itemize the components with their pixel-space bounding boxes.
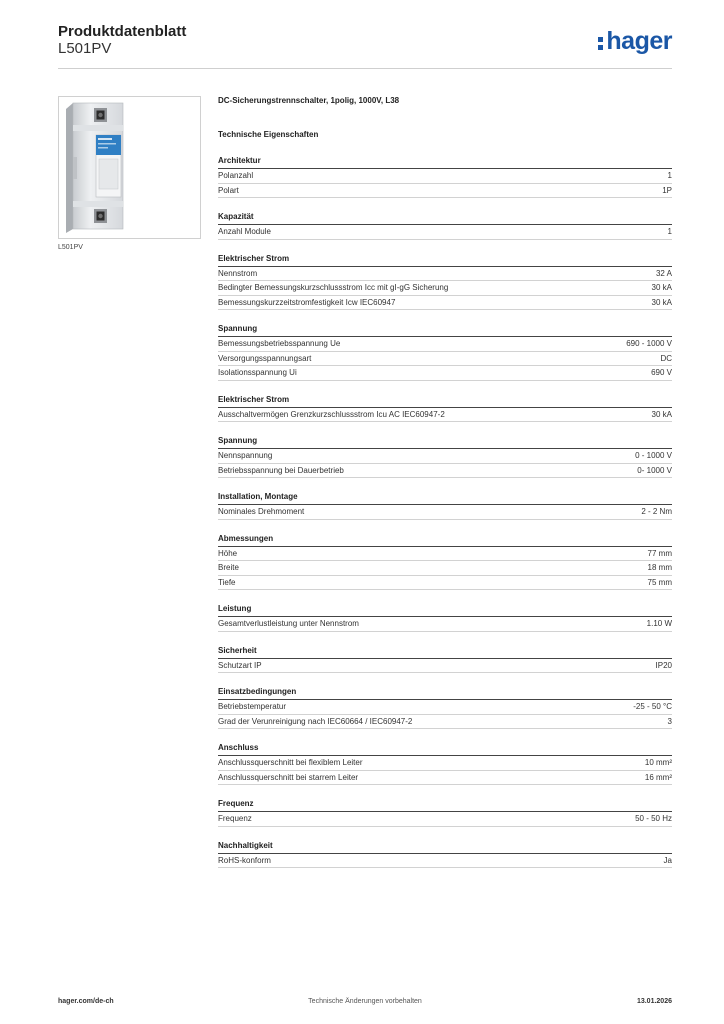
spec-group-title: Kapazität <box>218 212 672 225</box>
spec-value: 1P <box>662 185 672 195</box>
spec-value: 2 - 2 Nm <box>641 507 672 516</box>
spec-group <box>218 156 672 198</box>
spec-value: -25 - 50 °C <box>633 702 672 711</box>
spec-label: Tiefe <box>218 577 236 587</box>
spec-value: 1 <box>667 171 672 180</box>
spec-label: Nennstrom <box>218 268 258 278</box>
spec-value: 30 kA <box>651 283 672 292</box>
spec-group <box>218 395 672 423</box>
spec-value: 75 mm <box>647 577 672 587</box>
spec-row <box>218 771 672 786</box>
spec-label: Anschlussquerschnitt bei flexiblem Leiter <box>218 758 363 767</box>
spec-group-title: Elektrischer Strom <box>218 254 672 267</box>
spec-row <box>218 296 672 311</box>
spec-group <box>218 687 672 729</box>
spec-value: 30 kA <box>651 297 672 307</box>
spec-value: 1 <box>667 227 672 236</box>
spec-row <box>218 281 672 296</box>
spec-group-title: Nachhaltigkeit <box>218 841 672 854</box>
logo-text: hager <box>606 26 672 55</box>
spec-row <box>218 576 672 591</box>
spec-group <box>218 841 672 869</box>
spec-groups <box>218 156 672 868</box>
spec-value: 16 mm² <box>644 772 672 782</box>
spec-row <box>218 408 672 423</box>
spec-value: 0 - 1000 V <box>635 451 672 460</box>
spec-value: 690 - 1000 V <box>626 339 672 348</box>
spec-value: 18 mm <box>647 563 672 572</box>
fuse-disconnector-icon <box>59 97 200 238</box>
spec-value: 32 A <box>655 268 672 278</box>
spec-group <box>218 492 672 520</box>
spec-row <box>218 854 672 869</box>
spec-row <box>218 659 672 674</box>
footer-date: 13.01.2026 <box>636 998 672 1005</box>
spec-label: Versorgungsspannungsart <box>218 353 312 363</box>
spec-group <box>218 534 672 591</box>
spec-label: Nominales Drehmoment <box>218 507 305 516</box>
spec-group-title: Elektrischer Strom <box>218 395 672 408</box>
spec-value: 0- 1000 V <box>637 465 672 475</box>
spec-value: 3 <box>667 716 672 726</box>
spec-row <box>218 715 672 730</box>
spec-group-title: Installation, Montage <box>218 492 672 505</box>
spec-row <box>218 756 672 771</box>
product-model: L501PV <box>58 40 112 57</box>
spec-row <box>218 464 672 479</box>
spec-row <box>218 184 672 199</box>
spec-group <box>218 799 672 827</box>
spec-label: Isolationsspannung Ui <box>218 368 297 377</box>
spec-label: Bemessungskurzzeitstromfestigkeit Icw IEC60947 <box>218 297 396 307</box>
spec-label: Breite <box>218 563 239 572</box>
spec-value: 77 mm <box>647 548 672 558</box>
hager-logo <box>598 26 672 56</box>
page-header <box>58 20 672 70</box>
spec-label: Ausschaltvermögen Grenzkurzschlussstrom Icu AC IEC60947-2 <box>218 409 445 419</box>
spec-value: DC <box>660 353 672 363</box>
section-title: Technische Eigenschaften <box>218 130 319 139</box>
spec-group <box>218 212 672 240</box>
spec-label: Betriebsspannung bei Dauerbetrieb <box>218 465 344 475</box>
spec-row <box>218 352 672 367</box>
spec-label: Schutzart IP <box>218 660 262 670</box>
spec-group-title: Anschluss <box>218 743 672 756</box>
spec-group <box>218 604 672 632</box>
spec-label: Grad der Verunreinigung nach IEC60664 / IEC60947-2 <box>218 716 413 726</box>
spec-row <box>218 449 672 464</box>
spec-group-title: Leistung <box>218 604 672 617</box>
spec-row <box>218 337 672 352</box>
spec-label: Polanzahl <box>218 171 254 180</box>
spec-row <box>218 812 672 827</box>
spec-value: 30 kA <box>651 409 672 419</box>
footer-website: hager.com/de-ch <box>58 998 114 1005</box>
spec-group-title: Frequenz <box>218 799 672 812</box>
spec-label: RoHS-konform <box>218 855 271 865</box>
logo-dots-icon <box>598 37 603 50</box>
spec-label: Anzahl Module <box>218 227 271 236</box>
spec-row <box>218 505 672 520</box>
spec-group-title: Abmessungen <box>218 534 672 547</box>
spec-group <box>218 254 672 311</box>
spec-row <box>218 169 672 184</box>
spec-value: Ja <box>663 855 672 865</box>
spec-row <box>218 267 672 282</box>
spec-row <box>218 225 672 240</box>
image-caption: L501PV <box>58 244 83 251</box>
spec-label: Gesamtverlustleistung unter Nennstrom <box>218 619 359 628</box>
spec-row <box>218 366 672 381</box>
spec-label: Höhe <box>218 548 238 558</box>
document-title: Produktdatenblatt <box>58 23 187 40</box>
spec-group-title: Sicherheit <box>218 646 672 659</box>
spec-row <box>218 547 672 562</box>
spec-label: Nennspannung <box>218 451 273 460</box>
spec-group-title: Architektur <box>218 156 672 169</box>
spec-group-title: Einsatzbedingungen <box>218 687 672 700</box>
spec-label: Bedingter Bemessungskurzschlussstrom Icc mit gI-gG Sicherung <box>218 283 449 292</box>
product-image <box>58 96 201 239</box>
footer-notice: Technische Änderungen vorbehalten <box>308 998 422 1005</box>
header-divider <box>58 68 672 69</box>
spec-row <box>218 561 672 576</box>
spec-value: 10 mm² <box>644 758 672 767</box>
spec-label: Anschlussquerschnitt bei starrem Leiter <box>218 772 359 782</box>
spec-group <box>218 646 672 674</box>
spec-row <box>218 617 672 632</box>
spec-value: 690 V <box>651 368 672 377</box>
spec-group <box>218 436 672 478</box>
spec-label: Bemessungsbetriebsspannung Ue <box>218 339 341 348</box>
spec-label: Polart <box>218 185 239 195</box>
spec-row <box>218 700 672 715</box>
product-description: DC-Sicherungstrennschalter, 1polig, 1000V, L38 <box>218 96 400 105</box>
spec-group <box>218 743 672 785</box>
spec-group-title: Spannung <box>218 324 672 337</box>
spec-value: IP20 <box>655 660 672 670</box>
spec-value: 50 - 50 Hz <box>635 814 672 823</box>
spec-label: Frequenz <box>218 814 252 823</box>
spec-content <box>218 96 672 868</box>
spec-value: 1.10 W <box>646 619 672 628</box>
spec-group-title: Spannung <box>218 436 672 449</box>
spec-group <box>218 324 672 381</box>
spec-label: Betriebstemperatur <box>218 702 287 711</box>
